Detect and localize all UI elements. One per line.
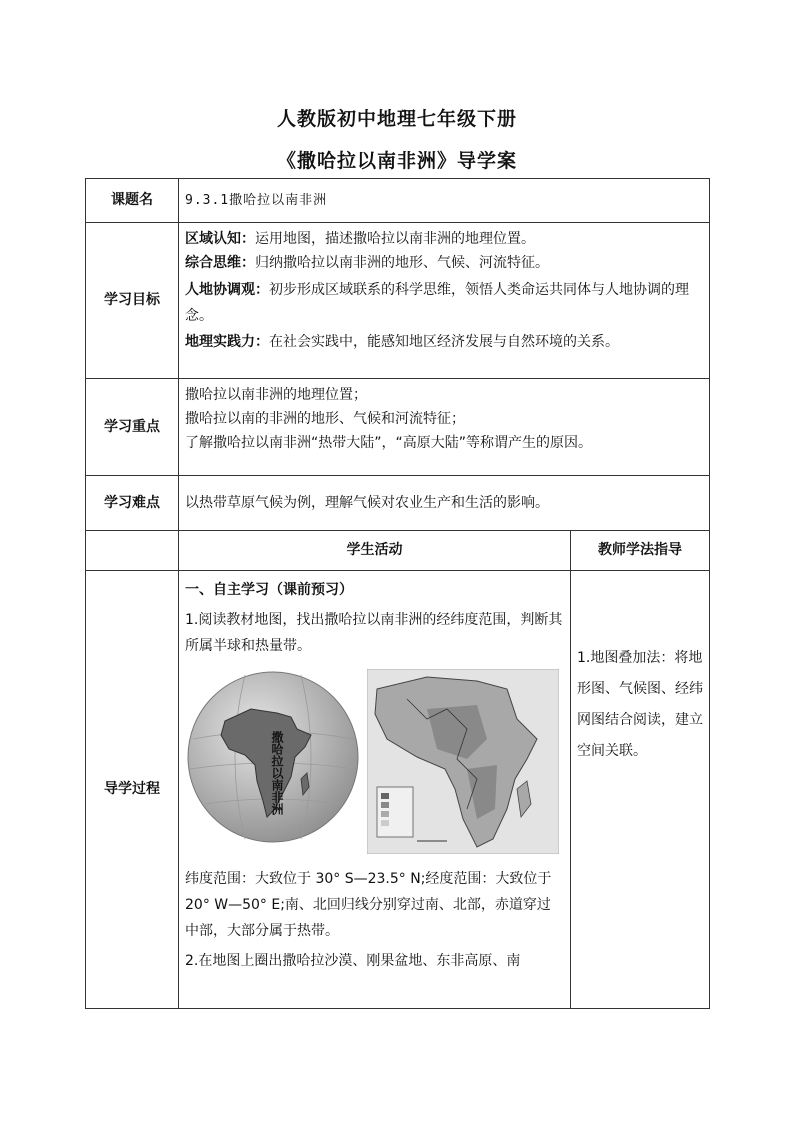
topic-value: 9.3.1撒哈拉以南非洲: [185, 193, 328, 208]
student-activity: [179, 571, 570, 981]
row-topic: [86, 179, 710, 223]
key-label: 学习重点: [86, 379, 179, 476]
answer-text: 纬度范围：大致位于 30° S—23.5° N;经度范围：大致位于 20° W—50° E;南、北回归线分别穿过南、北部，赤道穿过中部，大部分属于热带。: [185, 871, 552, 939]
key-item: 了解撒哈拉以南非洲“热带大陆”，“高原大陆”等称谓产生的原因。: [185, 435, 593, 451]
goal-item: 综合思维：归纳撒哈拉以南非洲的地形、气候、河流特征。: [185, 255, 549, 271]
row-goals: [86, 223, 710, 379]
student-activity-header: 学生活动: [179, 531, 571, 571]
africa-terrain-map: [367, 669, 559, 854]
row-key: [86, 379, 710, 476]
topic-label: 课题名: [86, 179, 179, 223]
document-title: 人教版初中地理七年级下册: [276, 108, 517, 130]
goals-list: [179, 223, 709, 359]
goal-item: 区域认知：运用地图，描述撒哈拉以南非洲的地理位置。: [185, 231, 535, 247]
process-label: 导学过程: [86, 571, 179, 1009]
key-list: [179, 379, 709, 460]
teacher-guide-text: 1.地图叠加法：将地形图、气候图、经纬网图结合阅读，建立空间关联。: [577, 650, 703, 759]
question-1: 1.阅读教材地图，找出撒哈拉以南非洲的经纬度范围，判断其所属半球和热量带。: [185, 612, 563, 654]
question-2: 2.在地图上圈出撒哈拉沙漠、刚果盆地、东非高原、南: [185, 953, 521, 969]
row-column-headers: [86, 531, 710, 571]
section-heading: 一、自主学习（课前预习）: [185, 582, 353, 598]
goal-item: 地理实践力：在社会实践中，能感知地区经济发展与自然环境的关系。: [185, 334, 619, 350]
difficulty-label: 学习难点: [86, 476, 179, 531]
row-difficulty: [86, 476, 710, 531]
map-images: [185, 669, 564, 854]
goal-item: 人地协调观：初步形成区域联系的科学思维，领悟人类命运共同体与人地协调的理念。: [185, 282, 689, 324]
key-item: 撒哈拉以南的非洲的地形、气候和河流特征；: [185, 411, 465, 427]
study-plan-table: [85, 178, 710, 1009]
goals-label: 学习目标: [86, 223, 179, 379]
key-item: 撒哈拉以南非洲的地理位置；: [185, 387, 367, 403]
row-process: [86, 571, 710, 1009]
difficulty-value: 以热带草原气候为例，理解气候对农业生产和生活的影响。: [185, 494, 549, 511]
globe-label: 撒哈拉以南非洲: [270, 731, 284, 815]
globe-africa-image: [185, 669, 361, 845]
document-subtitle: 《撒哈拉以南非洲》导学案: [276, 150, 517, 172]
teacher-guide-header: 教师学法指导: [571, 531, 710, 571]
